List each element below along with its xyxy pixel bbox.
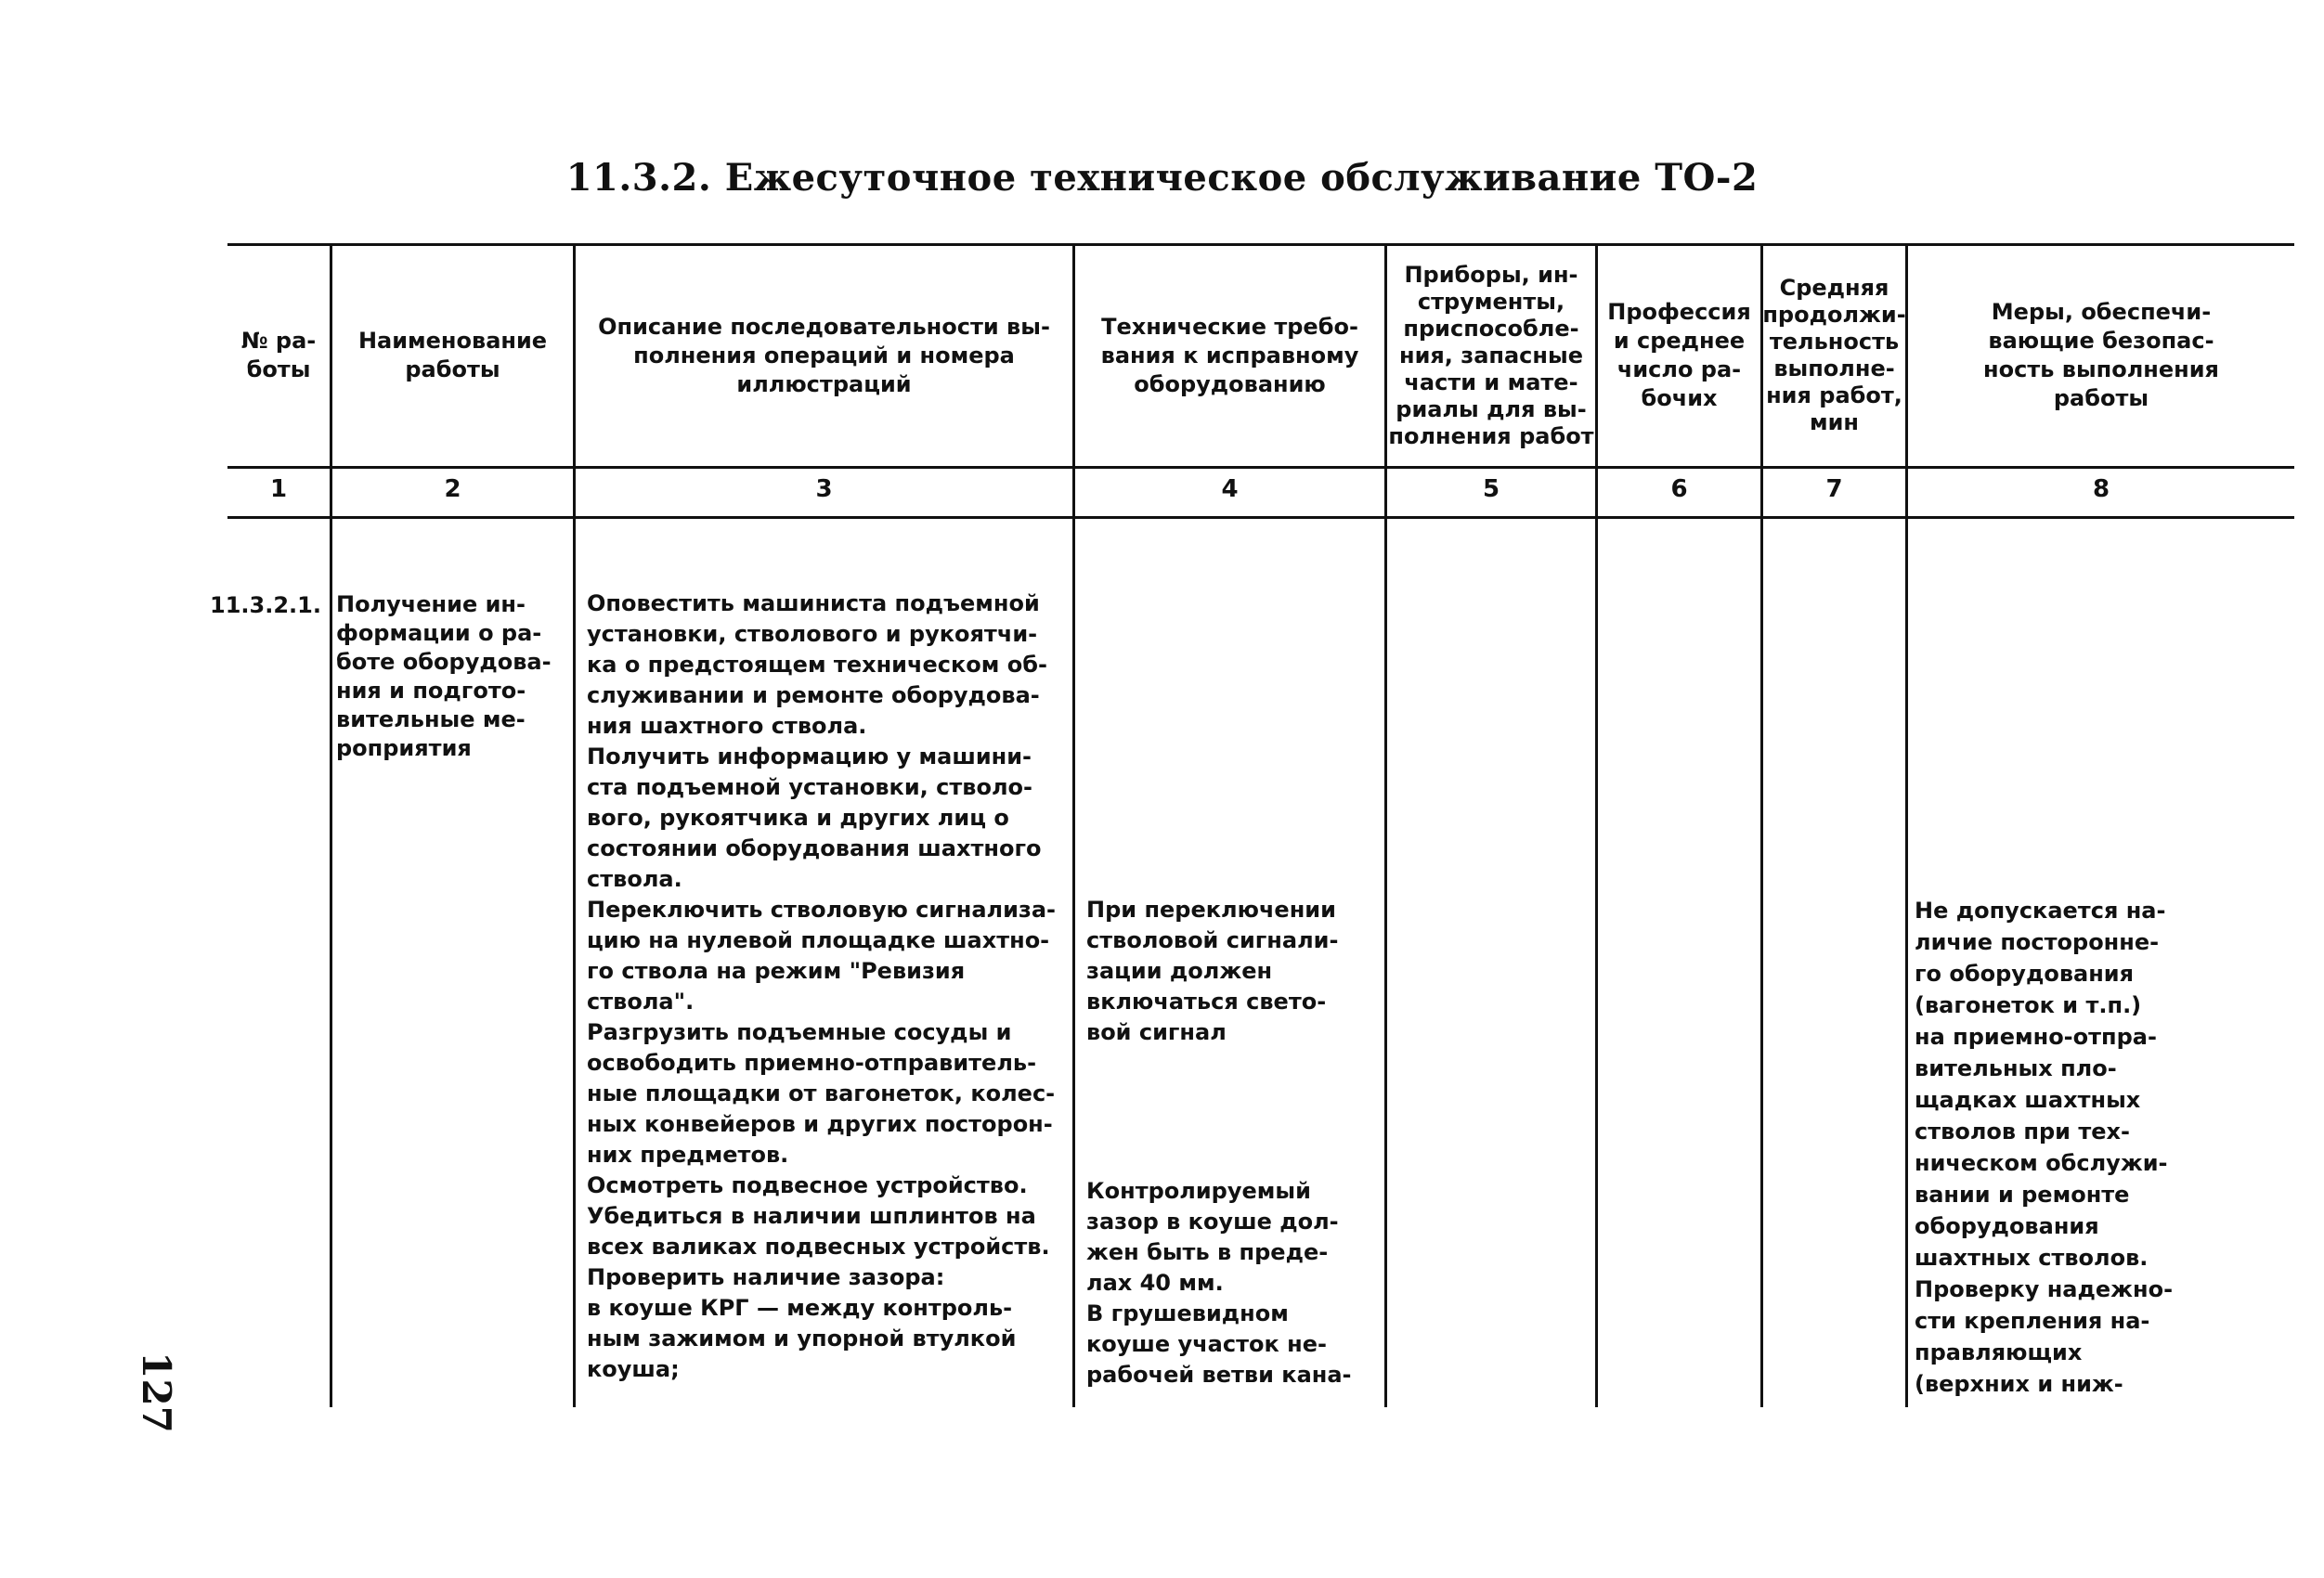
numbers-bottom-rule <box>227 516 2294 519</box>
row-work-number: 11.3.2.1. <box>210 592 321 618</box>
header-safety: Меры, обеспечи- вающие безопас- ность выполнения работы <box>1983 299 2219 411</box>
row-tech-requirement-switch: При переключении стволовой сигнали- зации должен включаться свето- вой сигнал <box>1086 897 1339 1045</box>
header-profession: Профессия и среднее число ра- бочих <box>1607 299 1751 411</box>
col-number-4: 4 <box>1221 475 1239 503</box>
row-tech-requirement-gap: Контролируемый зазор в коуше дол- жен быть в преде- лах 40 мм. В грушевидном коуше участок не- рабочей ветви кана- <box>1086 1178 1352 1388</box>
col-number-2: 2 <box>444 475 461 503</box>
col-number-7: 7 <box>1825 475 1843 503</box>
page-number: 127 <box>134 1352 179 1433</box>
row-work-name: Получение ин- формации о ра- боте оборудова- ния и подгото- вительные ме- роприятия <box>336 591 552 761</box>
header-bottom-rule <box>227 466 2294 469</box>
header-duration: Средняя продолжи- тельность выполне- ния работ, мин <box>1762 275 1906 435</box>
header-tech-requirements: Технические требо- вания к исправному оборудованию <box>1100 313 1359 397</box>
header-work-name: Наименование работы <box>357 328 548 382</box>
section-title: 11.3.2. Ежесуточное техническое обслуживание ТО-2 <box>565 156 1759 200</box>
row-safety-measures: Не допускается на- личие посторонне- го оборудования (вагонеток и т.п.) на приемно-отпра- вительных пло- щадках шахтных стволов при тех- ническом обслужи- вании и ремонте оборудования шахтных стволов. Проверку надежно- сти крепления на- правляющих (верхних и ниж- <box>1915 898 2174 1397</box>
col-number-1: 1 <box>269 475 288 503</box>
row-description: Оповестить машиниста подъемной установки, стволового и рукоятчи- ка о предстоящем техническом об- служивании и ремонте оборудова- ния шахтного ствола. Получить информацию у машини- ста подъемной установки, стволо- вого, рукоятчика и других лиц о состоянии оборудования шахтного ствола. Переключить стволовую сигнализа- цию на нулевой площадке шахтно- го ствола на режим "Ревизия ствола". Разгрузить подъемные сосуды и освободить приемно-отправитель- ные площадки от вагонеток, колес- ных конвейеров и других посторон- них предметов. Осмотреть подвесное устройство. Убедиться в наличии шплинтов на всех валиках подвесных устройств. Проверить наличие зазора: в коуше КРГ — между контроль- ным зажимом и упорной втулкой коуша; <box>587 590 1057 1382</box>
header-work-no: № ра- боты <box>240 328 317 382</box>
col-number-3: 3 <box>815 475 833 503</box>
header-description: Описание последовательности вы- полнения операций и номера иллюстраций <box>598 313 1050 397</box>
header-instruments: Приборы, ин- струменты, приспособле- ния, запасные части и мате- риалы для вы- полнения работ <box>1388 261 1594 449</box>
col-number-6: 6 <box>1670 475 1688 503</box>
col-number-8: 8 <box>2092 475 2110 503</box>
col-number-5: 5 <box>1482 475 1500 503</box>
